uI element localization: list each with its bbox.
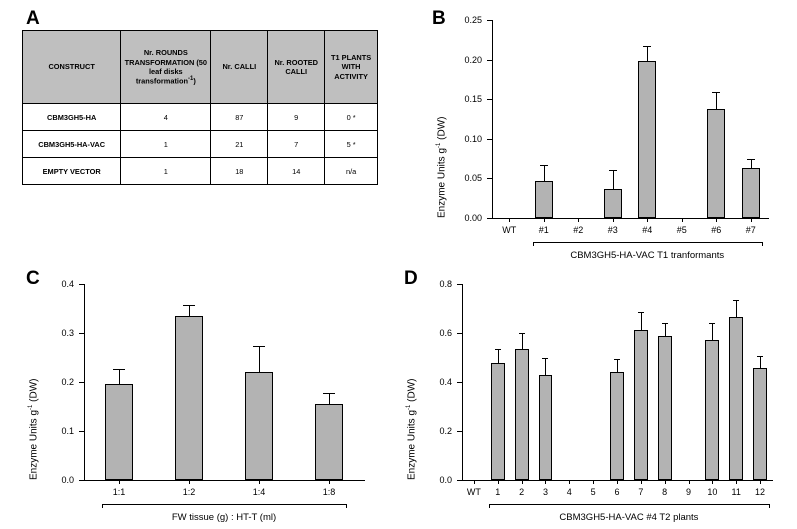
x-tick-label: 7	[638, 487, 644, 497]
th-rounds-text: Nr. ROUNDS TRANSFORMATION (50 leaf disks transformation	[124, 48, 208, 86]
table-row	[23, 104, 378, 131]
y-tick-label: 0.20	[464, 54, 482, 65]
x-tick-label: 12	[755, 487, 766, 497]
x-tick-mark	[545, 480, 546, 484]
transformation-summary-table	[22, 30, 378, 185]
error-bar-cap	[540, 165, 548, 166]
y-tick-label: 0.1	[61, 426, 74, 436]
error-bar	[617, 359, 618, 372]
x-tick-mark	[189, 480, 190, 484]
panel-letter-d: D	[404, 268, 418, 289]
y-tick-mark	[457, 382, 462, 383]
cell-rounds: 1	[121, 158, 211, 185]
x-tick-mark	[760, 480, 761, 484]
x-tick-label: 2	[519, 487, 525, 497]
x-tick-label: 8	[662, 487, 668, 497]
cell-calli: 18	[211, 158, 268, 185]
cell-rooted: 7	[268, 131, 325, 158]
x-tick-label: #7	[745, 225, 756, 235]
x-axis-label: FW tissue (g) : HT-T (ml)	[171, 512, 277, 523]
y-axis-label-text: Enzyme Units g	[28, 409, 40, 480]
x-tick-mark	[498, 480, 499, 484]
table-header-row	[23, 31, 378, 104]
y-tick-mark	[457, 431, 462, 432]
bar	[707, 109, 725, 218]
x-tick-label: #5	[676, 225, 687, 235]
table-row	[23, 158, 378, 185]
y-tick-label: 0.25	[464, 15, 482, 25]
bar	[604, 189, 622, 218]
x-tick-mark	[474, 480, 475, 484]
y-tick-mark	[79, 284, 84, 285]
y-tick-mark	[457, 284, 462, 285]
group-rule-end	[762, 242, 763, 246]
y-axis-label-sup: -1	[436, 142, 442, 148]
error-bar	[119, 369, 120, 384]
bar	[535, 181, 553, 218]
x-tick-label: 3	[542, 487, 548, 497]
chart-panel-d	[400, 272, 790, 522]
error-bar	[613, 170, 614, 189]
error-bar-cap	[709, 323, 715, 324]
th-rooted-calli: Nr. ROOTED CALLI	[268, 31, 325, 104]
y-tick-label: 0.2	[61, 377, 74, 387]
group-rule-end	[346, 504, 347, 508]
cell-construct: EMPTY VECTOR	[23, 158, 121, 185]
chart-panel-b	[430, 10, 790, 260]
cell-rounds: 1	[121, 131, 211, 158]
x-tick-mark	[617, 480, 618, 484]
x-tick-mark	[613, 218, 614, 222]
cell-rooted: 9	[268, 104, 325, 131]
y-axis-label-sup: -1	[406, 404, 412, 410]
y-axis-label-tail: (DW)	[406, 378, 418, 405]
error-bar	[712, 323, 713, 340]
bar	[638, 61, 656, 218]
y-tick-label: 0.0	[61, 475, 74, 485]
bar	[105, 384, 133, 480]
y-axis-label	[406, 379, 417, 480]
y-tick-mark	[487, 218, 492, 219]
cell-rooted: 14	[268, 158, 325, 185]
cell-rounds: 4	[121, 104, 211, 131]
group-rule-end	[102, 504, 103, 508]
x-tick-mark	[578, 218, 579, 222]
bar	[658, 336, 672, 480]
x-axis-label: CBM3GH5-HA-VAC #4 T2 plants	[559, 512, 699, 523]
bar	[753, 368, 767, 480]
error-bar	[189, 305, 190, 317]
x-tick-label: 1:1	[112, 487, 126, 497]
y-tick-mark	[457, 333, 462, 334]
bar	[175, 316, 203, 480]
error-bar-cap	[643, 46, 651, 47]
error-bar-cap	[113, 369, 125, 370]
cell-t1: 0 *	[325, 104, 378, 131]
panel-letter-a: A	[26, 8, 40, 29]
y-tick-mark	[487, 20, 492, 21]
y-tick-label: 0.05	[464, 173, 482, 184]
error-bar	[716, 92, 717, 109]
bar	[491, 363, 505, 480]
y-tick-mark	[79, 333, 84, 334]
x-tick-mark	[665, 480, 666, 484]
cell-construct: CBM3GH5-HA-VAC	[23, 131, 121, 158]
error-bar	[641, 312, 642, 330]
x-tick-label: 6	[614, 487, 620, 497]
error-bar-cap	[253, 346, 265, 347]
error-bar-cap	[747, 159, 755, 160]
y-tick-label: 0.6	[439, 328, 452, 338]
error-bar-cap	[614, 359, 620, 360]
group-rule	[489, 504, 768, 505]
y-axis-label-tail: (DW)	[436, 116, 448, 143]
y-tick-label: 0.00	[464, 213, 482, 223]
panel-a-table	[22, 30, 382, 185]
y-tick-mark	[79, 431, 84, 432]
x-tick-mark	[593, 480, 594, 484]
x-tick-mark	[119, 480, 120, 484]
x-tick-mark	[647, 218, 648, 222]
bar	[539, 375, 553, 480]
y-tick-mark	[79, 480, 84, 481]
error-bar	[647, 46, 648, 61]
error-bar-cap	[519, 333, 525, 334]
x-tick-label: 1:8	[322, 487, 336, 497]
cell-t1: 5 *	[325, 131, 378, 158]
y-tick-label: 0.15	[464, 94, 482, 105]
group-rule-end	[489, 504, 490, 508]
error-bar	[498, 349, 499, 363]
error-bar-cap	[733, 300, 739, 301]
bar	[742, 168, 760, 218]
y-axis-label-text: Enzyme Units g	[406, 409, 418, 480]
bar	[515, 349, 529, 480]
th-calli: Nr. CALLI	[211, 31, 268, 104]
x-tick-mark	[641, 480, 642, 484]
error-bar-cap	[183, 305, 195, 306]
bar	[245, 372, 273, 480]
x-tick-mark	[716, 218, 717, 222]
error-bar	[544, 165, 545, 181]
x-tick-mark	[329, 480, 330, 484]
x-tick-mark	[689, 480, 690, 484]
group-rule	[533, 242, 762, 243]
y-tick-mark	[487, 178, 492, 179]
x-tick-mark	[712, 480, 713, 484]
y-tick-mark	[457, 480, 462, 481]
x-tick-mark	[569, 480, 570, 484]
x-tick-mark	[736, 480, 737, 484]
y-axis-label-tail: (DW)	[28, 378, 40, 405]
y-tick-label: 0.4	[439, 377, 452, 387]
error-bar	[522, 333, 523, 348]
x-tick-label: 10	[707, 487, 718, 497]
bar	[729, 317, 743, 480]
panel-letter-c: C	[26, 268, 40, 289]
error-bar	[760, 356, 761, 368]
th-t1-plants-activity: T1 PLANTS WITH ACTIVITY	[325, 31, 378, 104]
x-tick-mark	[751, 218, 752, 222]
y-tick-mark	[487, 60, 492, 61]
y-tick-label: 0.2	[439, 426, 452, 436]
x-tick-label: 9	[686, 487, 692, 497]
y-tick-label: 0.4	[61, 279, 74, 289]
th-rounds-sup: -1	[188, 76, 194, 83]
y-tick-label: 0.10	[464, 133, 482, 144]
x-tick-label: 5	[590, 487, 596, 497]
y-axis-label	[436, 117, 447, 218]
x-tick-label: 1:4	[252, 487, 266, 497]
bar	[705, 340, 719, 480]
error-bar	[751, 159, 752, 169]
y-tick-label: 0.3	[61, 328, 74, 338]
error-bar-cap	[662, 323, 668, 324]
th-construct: CONSTRUCT	[23, 31, 121, 104]
x-tick-mark	[509, 218, 510, 222]
error-bar-cap	[323, 393, 335, 394]
y-tick-mark	[487, 99, 492, 100]
plot-area	[492, 20, 769, 219]
x-tick-label: WT	[502, 225, 517, 235]
y-tick-mark	[487, 139, 492, 140]
x-tick-label: 4	[566, 487, 572, 497]
x-tick-mark	[682, 218, 683, 222]
error-bar-cap	[638, 312, 644, 313]
x-tick-label: 1:2	[182, 487, 196, 497]
chart-panel-c	[22, 272, 382, 522]
y-axis-label-text: Enzyme Units g	[436, 147, 448, 218]
x-tick-label: #2	[573, 225, 584, 235]
error-bar	[329, 393, 330, 404]
cell-calli: 87	[211, 104, 268, 131]
panel-letter-b: B	[432, 8, 446, 29]
group-rule	[102, 504, 347, 505]
bar	[634, 330, 648, 480]
y-axis-label-sup: -1	[28, 404, 34, 410]
th-rounds	[121, 31, 211, 104]
cell-construct: CBM3GH5-HA	[23, 104, 121, 131]
error-bar-cap	[495, 349, 501, 350]
x-tick-mark	[522, 480, 523, 484]
y-tick-label: 0.0	[439, 475, 452, 485]
x-tick-label: #3	[607, 225, 618, 235]
x-tick-mark	[259, 480, 260, 484]
x-axis-label: CBM3GH5-HA-VAC T1 tranformants	[570, 250, 725, 261]
x-tick-mark	[544, 218, 545, 222]
th-rounds-suffix: )	[193, 76, 196, 86]
error-bar-cap	[712, 92, 720, 93]
error-bar-cap	[609, 170, 617, 171]
x-tick-label: WT	[466, 487, 481, 497]
cell-t1: n/a	[325, 158, 378, 185]
group-rule-end	[533, 242, 534, 246]
table-row	[23, 131, 378, 158]
error-bar	[259, 346, 260, 372]
x-tick-label: #1	[538, 225, 549, 235]
cell-calli: 21	[211, 131, 268, 158]
x-tick-label: #4	[642, 225, 653, 235]
error-bar	[545, 358, 546, 375]
error-bar-cap	[757, 356, 763, 357]
y-tick-mark	[79, 382, 84, 383]
x-tick-label: #6	[711, 225, 722, 235]
error-bar	[665, 323, 666, 336]
bar	[315, 404, 343, 480]
y-tick-label: 0.8	[439, 279, 452, 289]
bar	[610, 372, 624, 480]
group-rule-end	[769, 504, 770, 508]
x-tick-label: 1	[495, 487, 501, 497]
error-bar	[736, 300, 737, 317]
y-axis-label	[28, 379, 39, 480]
error-bar-cap	[542, 358, 548, 359]
x-tick-label: 11	[731, 487, 741, 497]
